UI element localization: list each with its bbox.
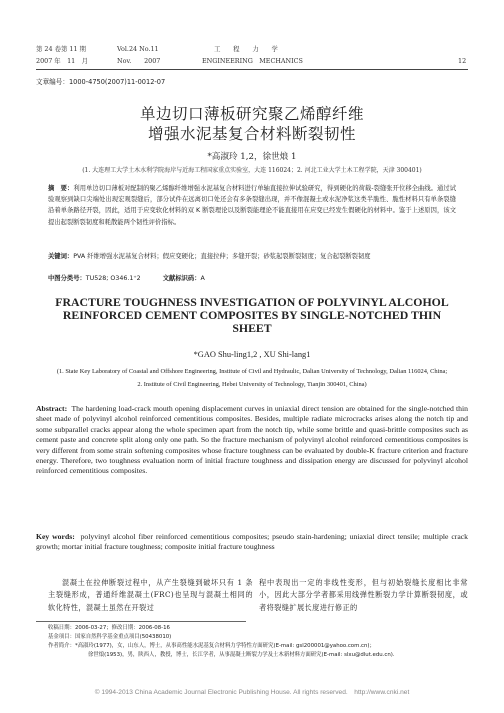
- affiliation-en-line-2: 2. Institute of Civil Engineering, Hebei University of Technology, Tianjin 300401, China): [137, 381, 367, 388]
- body-right-column: 程中表现出一定的非线性变形，但与初始裂缝长度相比非常小，因此大部分学者都采用线弹性断裂力学计算断裂韧度，或者将裂缝扩展长度进行修正的: [259, 578, 468, 612]
- body-left-column: 混凝土在拉伸断裂过程中，从产生裂缝到破坏只有 1 条主裂缝形成，普通纤维混凝土(FRC)也呈现与混凝土相同的软化特性，混凝土虽然在开裂过: [48, 578, 253, 612]
- title-en-line-1: FRACTURE TOUGHNESS INVESTIGATION OF POLYVINYL ALCOHOL: [55, 295, 449, 309]
- keywords-en-label: Key words:: [36, 532, 75, 541]
- copyright-footer: © 1994-2013 China Academic Journal Electronic Publishing House. All rights reserved. http://www.cnki.net: [94, 689, 410, 696]
- abstract-cn-label: 摘 要：: [48, 185, 74, 192]
- journal-cn-label: 工 程 力 学: [214, 45, 278, 53]
- footnote-received: 收稿日期：2006-03-27；修改日期：2006-08-16: [48, 625, 170, 631]
- classification: [48, 274, 205, 284]
- volume-en-label: Vol.24 No.11: [117, 45, 159, 53]
- affiliation-en-line-1: (1. State Key Laboratory of Coastal and Offshore Engineering, Institute of Civil and Hydraulic, Dalian University of Technology, Dalian 116024, China;: [56, 368, 448, 375]
- journal-en-label: ENGINEERING MECHANICS: [202, 57, 303, 65]
- month-en-label: Nov. 2007: [117, 57, 161, 65]
- footnote-author-1: 作者简介：*高淑玲(1977)，女，山东人，博士，从事高性能水泥基复合材料力学特性方面研究(E-mail: gsl200001@yahoo.com.cn)；: [48, 643, 375, 649]
- abstract-cn-text: 利用单边切口薄板对配制的聚乙烯醇纤维增强水泥基复合材料进行单轴直接拉伸试验研究，得到硬化的荷载-裂缝张开位移全曲线。通过试验观察到缺口尖端处出现宏观裂缝后，部分试件在远离切口处还会有多条裂缝出现，并不像混凝土或水泥净浆这类半脆性、脆性材料只有单条裂缝沿着单条路径开裂，因此，适用于应变软化材料的双 K 断裂理论以及断裂能理论不能直接用在应变已经发生假硬化的材料中。鉴于上述原因，该文提出起裂断裂韧度和耗散能两个韧性评价指标。: [48, 185, 456, 226]
- authors-cn: *高淑玲 1,2，徐世烺 1: [207, 152, 297, 162]
- header-rule: [36, 69, 468, 70]
- class-number: TU528; O346.1⁺2: [85, 275, 141, 282]
- keywords-en-text: polyvinyl alcohol fiber reinforced cementitious composites; pseudo stain-hardening; uniaxial direct tensile; multiple crack growth; mortar initial fracture toughness; composite initial fracture toughness: [36, 532, 469, 552]
- abstract-en: [36, 404, 468, 477]
- doc-code-label: 文献标识码：: [162, 275, 201, 282]
- title-en-line-2: REINFORCED CEMENT COMPOSITES BY SINGLE-NOTCHED THIN: [62, 308, 442, 322]
- keywords-cn-text: PVA 纤维增强水泥基复合材料；假应变硬化；直接拉伸；多缝开裂；砂浆起裂断裂韧度；复合起裂断裂韧度: [73, 253, 371, 260]
- abstract-en-label: Abstract:: [36, 404, 68, 413]
- footnote-author-2: 徐世烺(1953)，男，陕西人，教授，博士，长江学者，从事混凝土断裂力学及土木新材料方面研究(E-mail: slxu@dlut.edu.cn).: [88, 652, 395, 658]
- class-label: 中图分类号：: [48, 275, 86, 282]
- doc-code: A: [200, 275, 205, 282]
- footnote-funding: 基金项目：国家自然科学基金重点项目(50438010): [48, 634, 172, 640]
- keywords-en: [36, 532, 468, 553]
- keywords-cn-label: 关键词：: [48, 253, 74, 260]
- affiliation-cn: (1. 大连理工大学土木水利学院海岸与近海工程国家重点实验室，大连 116024；2. 河北工业大学土木工程学院，天津 300401): [82, 167, 422, 174]
- title-cn-line-1: 单边切口薄板研究聚乙烯醇纤维: [139, 105, 364, 123]
- abstract-en-text: The hardening load-crack mouth opening displacement curves in uniaxial direct tension are obtained for the single-notched thin sheet made of polyvinyl alcohol reinforced cementitious composites. Besides, multiple radiate microcracks arises along the notch tip and some subparallel cracks appear along the whole specimen apart from the notch tip, while some brittle and quasi-brittle composites such as cement paste and concrete split along only one path. So the fracture mechanism of polyvinyl alcohol reinforced cementitious composites is very different from some strain softening composites whose fracture toughness can be evaluated by double-K fracture criterion and fracture energy. Therefore, two toughness evaluation norm of initial fracture toughness and dissipation energy are discussed for polyvinyl alcohol reinforced cementitious composites.: [36, 404, 468, 476]
- page-number: 12: [458, 57, 467, 65]
- volume-label: 第 24 卷第 11 期: [36, 45, 86, 53]
- authors-en: *GAO Shu-ling1,2 , XU Shi-lang1: [193, 350, 311, 359]
- keywords-cn: [48, 251, 456, 262]
- title-en-line-3: SHEET: [232, 321, 272, 335]
- title-cn-line-2: 增强水泥基复合材料断裂韧性: [147, 125, 356, 143]
- year-month-label: 2007 年 11 月: [36, 57, 88, 65]
- article-number: 文章编号：1000-4750(2007)11-0012-07: [36, 78, 166, 86]
- abstract-cn: [48, 183, 456, 228]
- footnote-rule: [36, 621, 246, 622]
